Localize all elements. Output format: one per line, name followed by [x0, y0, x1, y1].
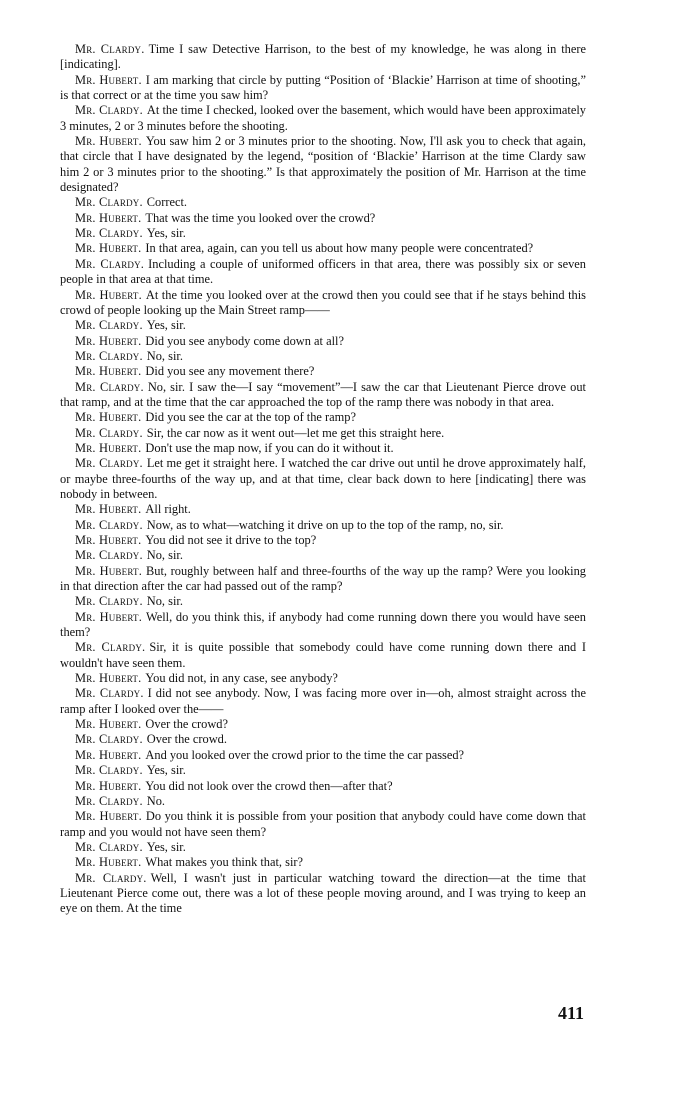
speaker-name: Mr. Hubert.	[75, 855, 142, 870]
speaker-name: Mr. Hubert.	[75, 241, 142, 256]
testimony-paragraph	[60, 533, 586, 548]
testimony-text: You saw him 2 or 3 minutes prior to the shooting. Now, I'll ask you to check that again, that circle that I have designated by the legend, “position of ‘Blackie’ Harrison at the time Clardy saw him 2 or 3 minutes prior to the shooting.” Is that approximately the position of Mr. Harrison at the time designated?	[60, 134, 587, 195]
speaker-name: Mr. Hubert.	[75, 134, 142, 149]
speaker-name: Mr. Hubert.	[75, 609, 143, 624]
speaker-name: Mr. Hubert.	[75, 809, 142, 824]
testimony-text: Yes, sir.	[146, 318, 186, 333]
testimony-paragraph	[60, 564, 586, 595]
testimony-text: Over the crowd.	[146, 732, 227, 747]
testimony-text: You did not see it drive to the top?	[145, 533, 317, 547]
testimony-paragraph	[60, 134, 586, 195]
testimony-paragraph	[60, 548, 586, 563]
testimony-text: Over the crowd?	[145, 717, 228, 732]
speaker-name: Mr. Clardy.	[75, 594, 143, 609]
testimony-paragraph	[60, 794, 586, 809]
testimony-paragraph	[60, 686, 586, 717]
speaker-name: Mr. Clardy.	[75, 517, 143, 532]
testimony-text: At the time I checked, looked over the basement, which would have been approximately 3 minutes, 2 or 3 minutes before the shooting.	[60, 103, 587, 133]
testimony-text: In that area, again, can you tell us about how many people were concentrated?	[145, 241, 534, 256]
testimony-paragraph	[60, 671, 586, 686]
speaker-name: Mr. Hubert.	[75, 333, 142, 348]
speaker-name: Mr. Hubert.	[75, 717, 142, 732]
testimony-paragraph	[60, 594, 586, 609]
speaker-name: Mr. Clardy.	[75, 226, 143, 241]
testimony-text: Well, do you think this, if anybody had come running down there you would have seen them?	[60, 609, 586, 640]
speaker-name: Mr. Clardy.	[75, 348, 143, 363]
speaker-name: Mr. Hubert.	[75, 563, 142, 578]
testimony-text: Yes, sir.	[146, 226, 186, 241]
testimony-paragraph	[60, 518, 586, 533]
testimony-paragraph	[60, 809, 586, 840]
testimony-paragraph	[60, 441, 586, 456]
speaker-name: Mr. Clardy.	[75, 763, 143, 778]
testimony-text: All right.	[145, 502, 191, 517]
testimony-paragraph	[60, 195, 586, 210]
speaker-name: Mr. Clardy.	[75, 640, 146, 655]
testimony-paragraph	[60, 732, 586, 747]
testimony-text: What makes you think that, sir?	[145, 855, 304, 870]
speaker-name: Mr. Clardy.	[75, 732, 143, 747]
testimony-text: Don't use the map now, if you can do it without it.	[145, 440, 394, 455]
speaker-name: Mr. Clardy.	[75, 548, 143, 563]
speaker-name: Mr. Hubert.	[75, 747, 142, 762]
testimony-paragraph	[60, 640, 586, 671]
testimony-text: Well, I wasn't just in particular watching toward the direction—at the time that Lieutenant Pierce come out, there was a lot of these people moving around, and I was trying to keep an eye on them. At the time	[60, 870, 586, 916]
testimony-paragraph	[60, 410, 586, 425]
testimony-text: Did you see the car at the top of the ramp?	[145, 410, 356, 425]
testimony-paragraph	[60, 456, 586, 502]
speaker-name: Mr. Clardy.	[75, 839, 143, 854]
testimony-paragraph	[60, 610, 586, 641]
speaker-name: Mr. Hubert.	[75, 364, 142, 379]
speaker-name: Mr. Hubert.	[75, 210, 142, 225]
speaker-name: Mr. Clardy.	[75, 793, 143, 808]
testimony-paragraph	[60, 717, 586, 732]
speaker-name: Mr. Hubert.	[75, 410, 142, 425]
testimony-paragraph	[60, 763, 586, 778]
speaker-name: Mr. Clardy.	[75, 103, 143, 118]
testimony-text: No, sir. I saw the—I say “movement”—I saw the car that Lieutenant Pierce drove out that ramp, and at the time that the car approached the top of the ramp there was nobody in that area.	[60, 379, 586, 409]
speaker-name: Mr. Hubert.	[75, 671, 142, 686]
transcript-body	[60, 42, 586, 917]
testimony-text: That was the time you looked over the crowd?	[145, 210, 376, 225]
page-number: 411	[557, 1003, 584, 1023]
testimony-text: Including a couple of uniformed officers in that area, there was possibly six or seven people in that area at that time.	[60, 256, 586, 287]
speaker-name: Mr. Clardy.	[75, 318, 143, 333]
speaker-name: Mr. Hubert.	[75, 440, 142, 455]
testimony-paragraph	[60, 748, 586, 763]
testimony-paragraph	[60, 871, 586, 917]
testimony-text: Yes, sir.	[146, 763, 186, 778]
testimony-paragraph	[60, 364, 586, 379]
testimony-text: And you looked over the crowd prior to the time the car passed?	[145, 747, 465, 762]
testimony-text: Do you think it is possible from your position that anybody could have come down that ramp and you would not have seen them?	[60, 809, 587, 839]
speaker-name: Mr. Hubert.	[75, 287, 142, 302]
speaker-name: Mr. Clardy.	[75, 379, 144, 394]
testimony-text: No, sir.	[146, 348, 183, 363]
testimony-paragraph	[60, 226, 586, 241]
testimony-text: Now, as to what—watching it drive on up to the top of the ramp, no, sir.	[146, 517, 504, 532]
testimony-paragraph	[60, 349, 586, 364]
testimony-text: Let me get it straight here. I watched the car drive out until he drove approximately half, or maybe three-fourths of the way up, and at that time, clear back down to here [indicating] there was nobody in between.	[60, 456, 586, 501]
testimony-text: You did not look over the crowd then—after that?	[145, 778, 393, 793]
speaker-name: Mr. Clardy.	[75, 195, 143, 210]
testimony-paragraph	[60, 73, 586, 104]
testimony-text: Sir, it is quite possible that somebody could have come running down there and I wouldn't have seen them.	[60, 640, 587, 670]
speaker-name: Mr. Clardy.	[75, 870, 147, 885]
testimony-text: Did you see any movement there?	[145, 364, 315, 379]
testimony-text: Correct.	[146, 195, 188, 210]
speaker-name: Mr. Clardy.	[75, 425, 143, 440]
testimony-text: Time I saw Detective Harrison, to the best of my knowledge, he was along in there [indicating].	[60, 42, 586, 72]
testimony-paragraph	[60, 855, 586, 870]
speaker-name: Mr. Clardy.	[75, 42, 145, 56]
testimony-text: Did you see anybody come down at all?	[145, 333, 344, 348]
testimony-text: I am marking that circle by putting “Position of ‘Blackie’ Harrison at time of shooting,” is that correct or at the time you saw him?	[60, 72, 587, 103]
testimony-paragraph	[60, 257, 586, 288]
speaker-name: Mr. Clardy.	[75, 256, 145, 271]
testimony-paragraph	[60, 103, 586, 134]
testimony-paragraph	[60, 380, 586, 411]
testimony-text: I did not see anybody. Now, I was facing more over in—oh, almost straight across the ramp after I looked over the——	[60, 686, 586, 716]
testimony-text: You did not, in any case, see anybody?	[145, 671, 338, 686]
testimony-text: Sir, the car now as it went out—let me get this straight here.	[146, 425, 445, 440]
testimony-text: Yes, sir.	[146, 839, 186, 854]
testimony-text: No, sir.	[146, 548, 183, 563]
testimony-paragraph	[60, 211, 586, 226]
speaker-name: Mr. Clardy.	[75, 686, 144, 701]
testimony-paragraph	[60, 334, 586, 349]
speaker-name: Mr. Hubert.	[75, 533, 142, 547]
testimony-text: But, roughly between half and three-fourths of the way up the ramp? Were you looking in that direction after the car had passed out of the ramp?	[60, 563, 586, 594]
testimony-text: No, sir.	[146, 594, 183, 609]
testimony-paragraph	[60, 502, 586, 517]
speaker-name: Mr. Clardy.	[75, 456, 143, 471]
testimony-paragraph	[60, 42, 586, 73]
testimony-text: No.	[146, 793, 166, 808]
speaker-name: Mr. Hubert.	[75, 778, 142, 793]
testimony-paragraph	[60, 426, 586, 441]
speaker-name: Mr. Hubert.	[75, 502, 142, 517]
testimony-text: At the time you looked over at the crowd then you could see that if he stays behind this crowd of people looking up the Main Street ramp——	[60, 287, 587, 317]
testimony-paragraph	[60, 241, 586, 256]
speaker-name: Mr. Hubert.	[75, 72, 142, 87]
testimony-paragraph	[60, 840, 586, 855]
testimony-paragraph	[60, 779, 586, 794]
testimony-paragraph	[60, 318, 586, 333]
testimony-paragraph	[60, 288, 586, 319]
